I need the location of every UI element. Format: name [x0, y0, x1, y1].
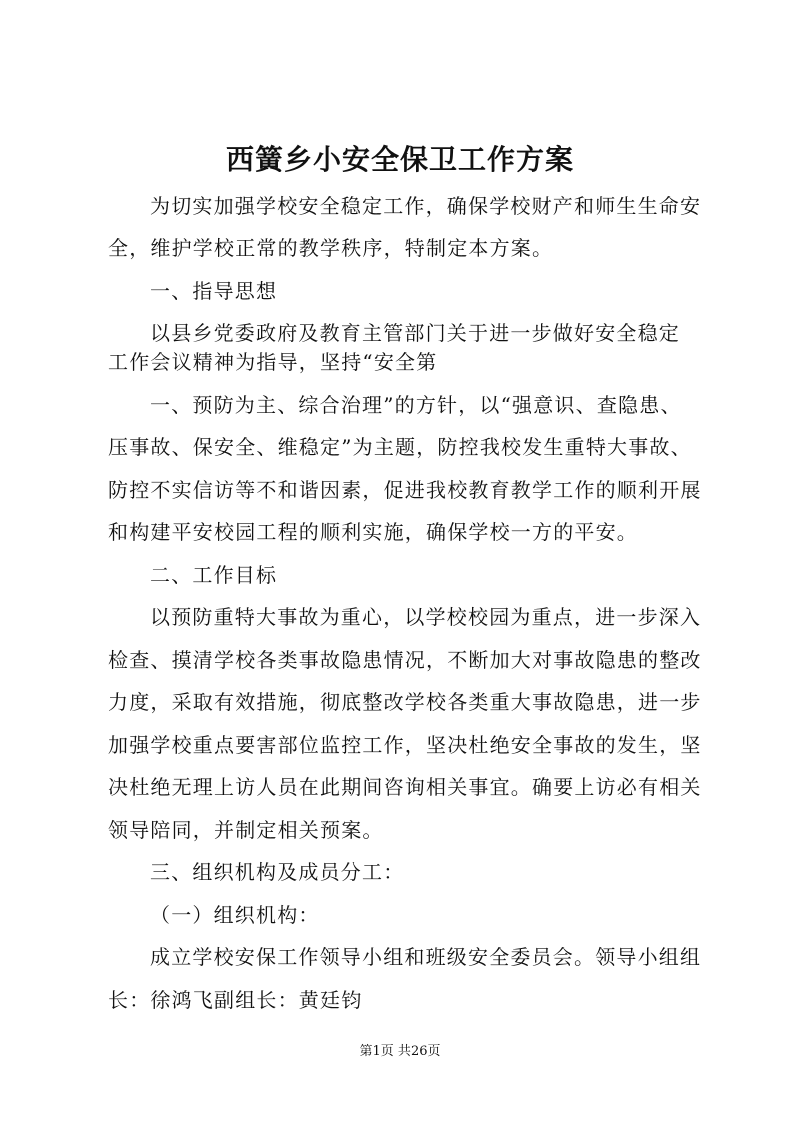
section-heading-2: 二、工作目标	[150, 563, 278, 587]
subsection-heading-1: （一）组织机构：	[150, 903, 320, 927]
paragraph-4-line-6: 领导陪同，并制定相关预案。	[108, 818, 384, 842]
section-heading-3: 三、组织机构及成员分工：	[150, 860, 405, 884]
page-footer	[0, 1043, 800, 1061]
page-number: 1	[372, 1044, 381, 1059]
paragraph-2-line-1: 以县乡党委政府及教育主管部门关于进一步做好安全稳定	[150, 321, 680, 345]
page-suffix: 页	[427, 1044, 441, 1059]
paragraph-4-line-1: 以预防重特大事故为重心，以学校校园为重点，进一步深入	[150, 605, 702, 629]
paragraph-1-line-2: 全，维护学校正常的教学秩序，特制定本方案。	[108, 236, 554, 260]
page-mid-text: 页 共	[380, 1044, 411, 1059]
total-pages: 26	[410, 1044, 428, 1059]
paragraph-4-line-5: 决杜绝无理上访人员在此期间咨询相关事宜。确要上访必有相关	[108, 775, 702, 799]
section-heading-1: 一、指导思想	[150, 279, 278, 303]
paragraph-4-line-4: 加强学校重点要害部位监控工作，坚决杜绝安全事故的发生，坚	[108, 733, 702, 757]
paragraph-2-line-2: 工作会议精神为指导，坚持“安全第	[108, 350, 438, 374]
page-prefix: 第	[359, 1044, 373, 1059]
page-title: 西簧乡小安全保卫工作方案	[225, 143, 574, 176]
paragraph-1-line-1: 为切实加强学校安全稳定工作，确保学校财产和师生生命安	[150, 194, 702, 218]
paragraph-4-line-2: 检查、摸清学校各类事故隐患情况，不断加大对事故隐患的整改	[108, 648, 702, 672]
paragraph-5-line-1: 成立学校安保工作领导小组和班级安全委员会。领导小组组	[150, 945, 702, 969]
paragraph-3-line-3: 防控不实信访等不和谐因素，促进我校教育教学工作的顺利开展	[108, 478, 702, 502]
paragraph-3-line-4: 和构建平安校园工程的顺利实施，确保学校一方的平安。	[108, 520, 638, 544]
paragraph-5-line-2: 长：徐鸿飞副组长：黄廷钧	[108, 988, 363, 1012]
paragraph-3-line-2: 压事故、保安全、维稳定”为主题，防控我校发生重特大事故、	[108, 435, 692, 459]
paragraph-4-line-3: 力度，采取有效措施，彻底整改学校各类重大事故隐患，进一步	[108, 690, 702, 714]
paragraph-3-line-1: 一、预防为主、综合治理”的方针，以“强意识、查隐患、	[150, 393, 682, 417]
